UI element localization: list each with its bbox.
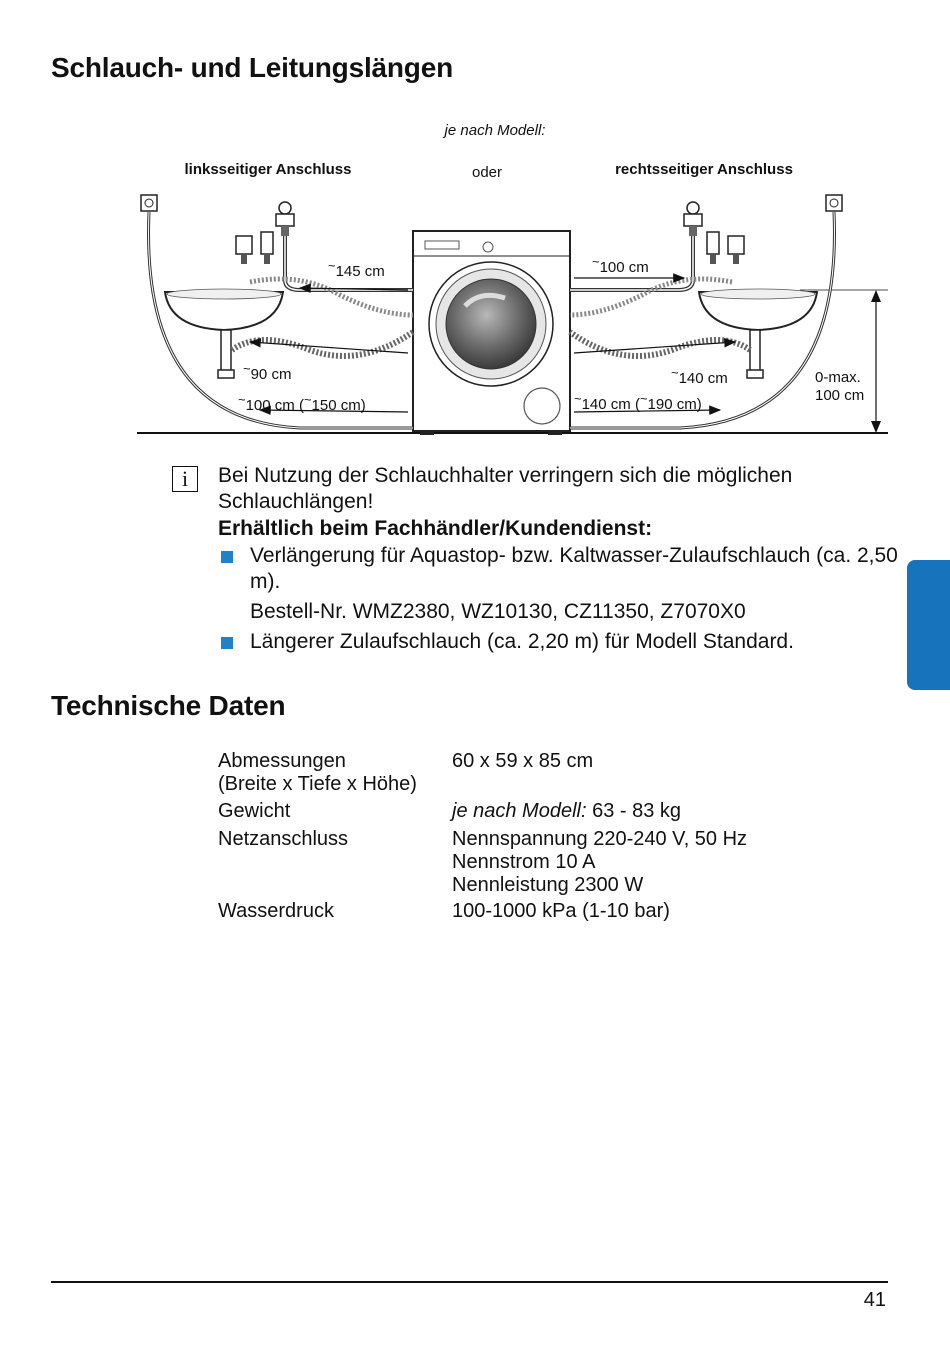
spec-value: Nennspannung 220-240 V, 50 Hz	[452, 828, 748, 850]
info-block	[218, 463, 898, 655]
left-cable-length-alt: 150 cm)	[311, 397, 366, 414]
model-note: je nach Modell:	[444, 122, 546, 139]
right-drain-length: 140 cm	[678, 370, 728, 387]
left-drain-hose	[232, 332, 413, 356]
spec-value: Nennleistung 2300 W	[452, 874, 644, 896]
right-drain-hose	[570, 332, 750, 356]
spec-value: 60 x 59 x 85 cm	[452, 750, 594, 772]
left-inlet-length: 145 cm	[335, 263, 385, 280]
info-heading: Erhältlich beim Fachhändler/Kundendienst:	[218, 517, 653, 540]
spec-value: 100-1000 kPa (1-10 bar)	[452, 900, 670, 922]
bullet-square-icon	[221, 637, 233, 649]
hose-length-diagram	[0, 110, 950, 445]
svg-text:~145 cm: ~145 cm	[328, 258, 385, 280]
svg-text:~140 cm (~190 cm): ~140 cm (~190 cm)	[574, 391, 702, 413]
spec-label: Abmessungen	[218, 750, 346, 772]
right-cable-length: 140 cm (	[581, 396, 640, 413]
left-sink	[165, 289, 283, 378]
section-title-specs: Technische Daten	[51, 690, 286, 721]
or-label: oder	[471, 164, 503, 181]
left-drain-length: 90 cm	[250, 366, 292, 383]
list-item-sub: Bestell-Nr. WMZ2380, WZ10130, CZ11350, Z7070X0	[250, 600, 746, 623]
right-tap-icon	[684, 202, 702, 236]
list-item-text: Längerer Zulaufschlauch (ca. 2,20 m) für Modell Standard.	[250, 630, 794, 653]
list-item	[218, 629, 898, 655]
list-item	[218, 543, 898, 625]
svg-text:~140 cm: ~140 cm	[671, 365, 728, 387]
washing-machine	[413, 231, 570, 435]
section-title-hoses: Schlauch- und Leitungslängen	[51, 52, 453, 83]
svg-text:~100 cm (~150 cm): ~100 cm (~150 cm)	[238, 392, 366, 414]
chapter-tab	[907, 560, 950, 690]
left-tap-icon	[276, 202, 294, 236]
spec-label: Wasserdruck	[218, 900, 334, 922]
right-sink	[699, 289, 817, 378]
right-inlet-length: 100 cm	[599, 259, 649, 276]
left-socket-icon	[141, 195, 157, 211]
spec-value-amount: 63 - 83 kg	[586, 800, 682, 822]
spec-value	[452, 800, 681, 823]
svg-text:~100 cm: ~100 cm	[592, 254, 649, 276]
spec-label: Netzanschluss	[218, 828, 349, 850]
bullet-square-icon	[221, 551, 233, 563]
right-connection-label: rechtsseitiger Anschluss	[615, 161, 793, 178]
info-text: Bei Nutzung der Schlauchhalter verringern sich die möglichen Schlauchlängen!	[218, 464, 793, 513]
height-label-1: 0-max.	[815, 369, 861, 386]
list-item-text: Verlängerung für Aquastop- bzw. Kaltwasser-Zulaufschlauch (ca. 2,50 m).	[250, 544, 898, 593]
right-socket-icon	[826, 195, 842, 211]
info-icon: i	[172, 466, 198, 492]
left-connection-label: linksseitiger Anschluss	[184, 161, 352, 178]
left-cable-length: 100 cm (	[245, 397, 304, 414]
svg-text:~90 cm: ~90 cm	[243, 361, 292, 383]
height-dimension	[800, 290, 888, 433]
right-cable-length-alt: 190 cm)	[647, 396, 702, 413]
spec-value-prefix: je nach Modell:	[452, 800, 587, 822]
page-number: 41	[863, 1289, 886, 1311]
right-valve-icons	[707, 232, 744, 264]
height-label-2: 100 cm	[815, 387, 865, 404]
spec-label-sub: (Breite x Tiefe x Höhe)	[218, 773, 417, 795]
spec-label: Gewicht	[218, 800, 291, 822]
left-valve-icons	[236, 232, 273, 264]
footer-divider	[51, 1281, 888, 1283]
spec-value: Nennstrom 10 A	[452, 851, 596, 873]
